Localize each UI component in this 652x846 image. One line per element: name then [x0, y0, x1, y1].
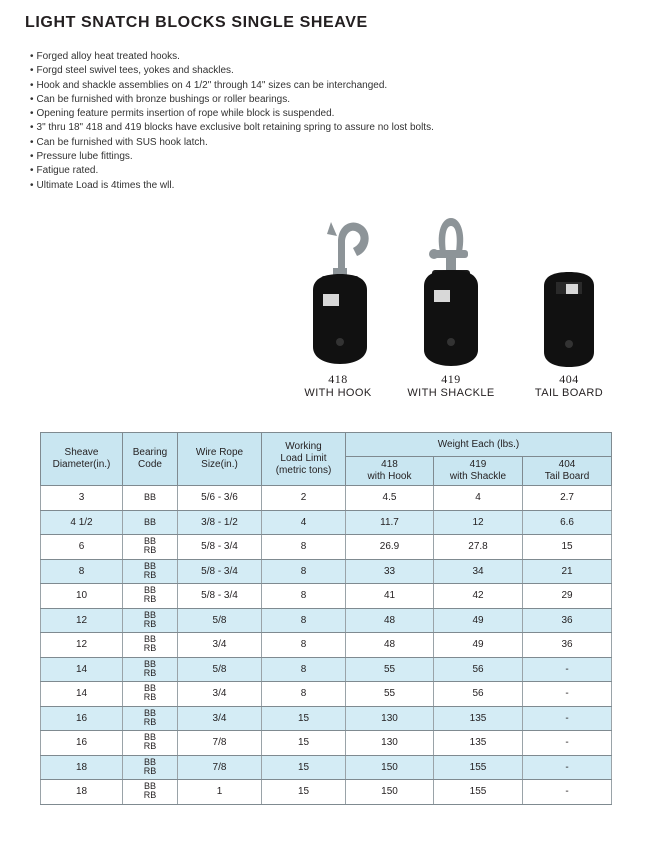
feature-item: • Fatigue rated. [30, 164, 434, 178]
cell-weight-404: - [523, 755, 612, 780]
bearing-code: RB [143, 667, 157, 678]
bearing-code: BB [143, 756, 156, 767]
cell-wire-rope: 3/4 [178, 633, 262, 658]
cell-weight-418: 4.5 [346, 486, 434, 511]
cell-wire-rope: 5/8 - 3/4 [178, 535, 262, 560]
cell-wire-rope: 5/8 [178, 608, 262, 633]
cell-working-load: 15 [262, 706, 346, 731]
cell-bearing [123, 584, 178, 609]
cell-wire-rope: 5/8 - 3/4 [178, 559, 262, 584]
cell-wire-rope: 7/8 [178, 755, 262, 780]
cell-bearing [123, 706, 178, 731]
cell-weight-404: - [523, 780, 612, 805]
cell-working-load: 4 [262, 510, 346, 535]
cell-weight-419: 155 [434, 780, 523, 805]
table-row [41, 584, 612, 609]
product-label: WITH HOOK [304, 387, 372, 399]
cell-weight-418: 48 [346, 608, 434, 633]
bearing-code: BB [143, 732, 156, 743]
bearing-code: RB [143, 643, 157, 654]
header-working-load: Working Load Limit (metric tons) [262, 433, 346, 486]
cell-working-load: 15 [262, 731, 346, 756]
cell-working-load: 8 [262, 657, 346, 682]
product-code: 419 [441, 372, 461, 386]
bearing-code: BB [143, 634, 156, 645]
header-wire-rope: Wire Rope Size(in.) [178, 433, 262, 486]
cell-working-load: 2 [262, 486, 346, 511]
cell-sheave: 18 [41, 780, 123, 805]
cell-wire-rope: 5/8 - 3/4 [178, 584, 262, 609]
table-row [41, 535, 612, 560]
cell-weight-418: 130 [346, 731, 434, 756]
cell-sheave: 10 [41, 584, 123, 609]
cell-weight-404: - [523, 682, 612, 707]
table-row [41, 755, 612, 780]
header-bearing: Bearing Code [123, 433, 178, 486]
bearing-code: RB [143, 692, 157, 703]
cell-weight-419: 155 [434, 755, 523, 780]
cell-weight-419: 135 [434, 731, 523, 756]
cell-weight-404: 36 [523, 633, 612, 658]
bearing-code: RB [143, 790, 157, 801]
header-418: 418 with Hook [346, 457, 434, 486]
cell-sheave: 18 [41, 755, 123, 780]
cell-weight-418: 55 [346, 657, 434, 682]
product-418 [283, 212, 393, 400]
bearing-code: RB [143, 741, 157, 752]
cell-weight-418: 26.9 [346, 535, 434, 560]
feature-list [30, 50, 434, 193]
cell-weight-418: 130 [346, 706, 434, 731]
feature-item: • Can be furnished with bronze bushings or roller bearings. [30, 93, 434, 107]
cell-weight-404: 29 [523, 584, 612, 609]
cell-working-load: 15 [262, 780, 346, 805]
table-row [41, 486, 612, 511]
cell-wire-rope: 1 [178, 780, 262, 805]
cell-sheave: 12 [41, 633, 123, 658]
spec-table-body [41, 486, 612, 805]
cell-weight-404: - [523, 706, 612, 731]
feature-item: • Opening feature permits insertion of rope while block is suspended. [30, 107, 434, 121]
cell-weight-404: 6.6 [523, 510, 612, 535]
table-row [41, 559, 612, 584]
bearing-code: RB [143, 545, 157, 556]
cell-weight-418: 55 [346, 682, 434, 707]
feature-item: • Ultimate Load is 4times the wll. [30, 179, 434, 193]
page-title: LIGHT SNATCH BLOCKS SINGLE SHEAVE [25, 14, 368, 31]
cell-bearing [123, 510, 178, 535]
cell-bearing [123, 780, 178, 805]
cell-weight-418: 41 [346, 584, 434, 609]
cell-weight-404: - [523, 731, 612, 756]
bearing-code: RB [143, 569, 157, 580]
cell-sheave: 16 [41, 731, 123, 756]
cell-sheave: 14 [41, 682, 123, 707]
feature-item: • Can be furnished with SUS hook latch. [30, 136, 434, 150]
cell-working-load: 8 [262, 535, 346, 560]
cell-weight-419: 4 [434, 486, 523, 511]
cell-bearing [123, 486, 178, 511]
bearing-code: RB [143, 594, 157, 605]
cell-wire-rope: 7/8 [178, 731, 262, 756]
cell-sheave: 6 [41, 535, 123, 560]
cell-bearing [123, 559, 178, 584]
product-419 [396, 212, 506, 400]
header-404: 404 Tail Board [523, 457, 612, 486]
cell-working-load: 8 [262, 559, 346, 584]
bearing-code: BB [143, 516, 156, 527]
bearing-code: BB [143, 536, 156, 547]
cell-weight-404: 15 [523, 535, 612, 560]
table-row [41, 780, 612, 805]
cell-bearing [123, 657, 178, 682]
table-row [41, 608, 612, 633]
header-419: 419 with Shackle [434, 457, 523, 486]
cell-wire-rope: 3/4 [178, 682, 262, 707]
cell-wire-rope: 5/6 - 3/6 [178, 486, 262, 511]
bearing-code: BB [143, 683, 156, 694]
table-row [41, 706, 612, 731]
snatch-block-tail-board-icon [514, 212, 624, 372]
cell-weight-419: 42 [434, 584, 523, 609]
cell-weight-418: 150 [346, 780, 434, 805]
cell-sheave: 14 [41, 657, 123, 682]
bearing-code: BB [143, 492, 156, 503]
product-label: WITH SHACKLE [407, 387, 495, 399]
cell-weight-419: 56 [434, 657, 523, 682]
product-label: TAIL BOARD [534, 387, 604, 399]
cell-working-load: 8 [262, 584, 346, 609]
cell-weight-418: 11.7 [346, 510, 434, 535]
cell-weight-419: 135 [434, 706, 523, 731]
cell-bearing [123, 535, 178, 560]
cell-weight-419: 56 [434, 682, 523, 707]
bearing-code: RB [143, 716, 157, 727]
product-404 [514, 212, 624, 400]
feature-item: • 3" thru 18" 418 and 419 blocks have exclusive bolt retaining spring to assure no lost bolts. [30, 121, 434, 135]
cell-weight-419: 49 [434, 633, 523, 658]
cell-bearing [123, 755, 178, 780]
cell-bearing [123, 633, 178, 658]
cell-working-load: 8 [262, 682, 346, 707]
feature-item: • Forgd steel swivel tees, yokes and shackles. [30, 64, 434, 78]
cell-bearing [123, 682, 178, 707]
cell-weight-418: 33 [346, 559, 434, 584]
product-code: 418 [328, 372, 348, 386]
table-row [41, 682, 612, 707]
feature-item: • Pressure lube fittings. [30, 150, 434, 164]
bearing-code: RB [143, 765, 157, 776]
cell-working-load: 15 [262, 755, 346, 780]
bearing-code: RB [143, 618, 157, 629]
cell-weight-404: 36 [523, 608, 612, 633]
header-weight-group: Weight Each (lbs.) [346, 433, 612, 457]
cell-sheave: 3 [41, 486, 123, 511]
cell-weight-418: 48 [346, 633, 434, 658]
bearing-code: BB [143, 609, 156, 620]
snatch-block-hook-icon [283, 212, 393, 372]
cell-working-load: 8 [262, 633, 346, 658]
cell-weight-404: - [523, 657, 612, 682]
cell-bearing [123, 608, 178, 633]
cell-weight-404: 21 [523, 559, 612, 584]
cell-weight-404: 2.7 [523, 486, 612, 511]
cell-weight-419: 34 [434, 559, 523, 584]
table-row [41, 731, 612, 756]
bearing-code: BB [143, 560, 156, 571]
bearing-code: BB [143, 781, 156, 792]
cell-bearing [123, 731, 178, 756]
bearing-code: BB [143, 585, 156, 596]
cell-wire-rope: 5/8 [178, 657, 262, 682]
bearing-code: BB [143, 707, 156, 718]
cell-wire-rope: 3/8 - 1/2 [178, 510, 262, 535]
bearing-code: BB [143, 658, 156, 669]
feature-item: • Forged alloy heat treated hooks. [30, 50, 434, 64]
snatch-block-shackle-icon [396, 212, 506, 372]
cell-working-load: 8 [262, 608, 346, 633]
cell-weight-418: 150 [346, 755, 434, 780]
cell-sheave: 12 [41, 608, 123, 633]
table-row [41, 510, 612, 535]
cell-weight-419: 27.8 [434, 535, 523, 560]
cell-sheave: 16 [41, 706, 123, 731]
table-row [41, 657, 612, 682]
cell-weight-419: 49 [434, 608, 523, 633]
cell-wire-rope: 3/4 [178, 706, 262, 731]
cell-sheave: 4 1/2 [41, 510, 123, 535]
cell-sheave: 8 [41, 559, 123, 584]
table-row [41, 633, 612, 658]
product-code: 404 [559, 372, 579, 386]
cell-weight-419: 12 [434, 510, 523, 535]
feature-item: • Hook and shackle assemblies on 4 1/2" through 14" sizes can be interchanged. [30, 79, 434, 93]
header-sheave: Sheave Diameter(in.) [41, 433, 123, 486]
spec-table [40, 432, 612, 805]
